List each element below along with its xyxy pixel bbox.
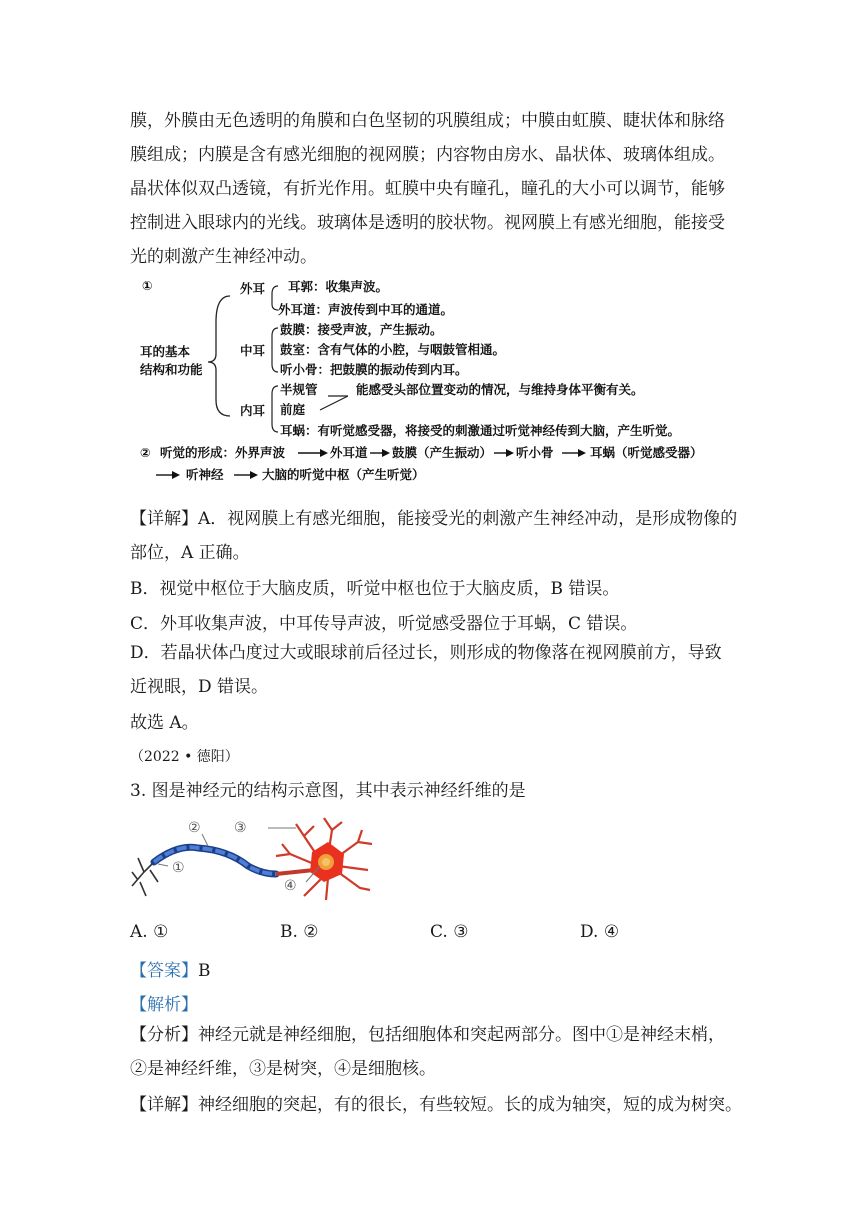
- neuron-label-3: ③: [234, 820, 247, 836]
- hearing-step-3: 听小骨: [516, 445, 554, 460]
- cochlea-text: 耳蜗：有听觉感受器，将接受的刺激通过听觉神经传到大脑，产生听觉。: [280, 423, 681, 438]
- neuron-label-2: ②: [188, 820, 201, 836]
- detail-b: B．视觉中枢位于大脑皮质，听觉中枢也位于大脑皮质，B 错误。: [130, 579, 620, 599]
- analysis-paragraph: 【分析】神经元就是神经细胞，包括细胞体和突起两部分。图中①是神经末梢，②是神经纤维，③是树突，④是细胞核。: [130, 1025, 725, 1079]
- question-source: （2022 • 德阳）: [130, 749, 239, 765]
- question-stem: 3. 图是神经元的结构示意图，其中表示神经纤维的是: [130, 781, 526, 801]
- middle-ear-label: 中耳: [240, 343, 266, 358]
- detail-a-line-1: 【详解】A．视网膜上有感光细胞，能接受光的刺激产生神经冲动，是形成物像的: [130, 509, 738, 529]
- option-d[interactable]: D. ④: [580, 922, 620, 942]
- flow-arrowhead-1: [320, 449, 328, 457]
- inner-ear-label: 内耳: [240, 403, 266, 418]
- hearing-step-4: 耳蜗（听觉感受器）: [590, 445, 703, 460]
- ear-structure-diagram: [134, 272, 734, 486]
- balance-text: 能感受头部位置变动的情况，与维持身体平衡有关。: [356, 382, 644, 397]
- intro-paragraph: 膜，外膜由无色透明的角膜和白色坚韧的巩膜组成；中膜由虹膜、睫状体和脉络膜组成；内膜是含有感光细胞的视网膜；内容物由房水、晶状体、玻璃体组成。晶状体似双凸透镜，有折光作用。虹膜中央有瞳孔，瞳孔的大小可以调节，能够控制进入眼球内的光线。玻璃体是透明的胶状物。视网膜上有感光细胞，能接受光的刺激产生神经冲动。: [130, 111, 725, 267]
- detail-a-line-2: 部位，A 正确。: [130, 543, 250, 563]
- ossicles-text: 听小骨：把鼓膜的振动传到内耳。: [280, 362, 468, 377]
- hearing-title: 听觉的形成：外界声波: [160, 445, 286, 460]
- detail-d: D．若晶状体凸度过大或眼球前后径过长，则形成的物像落在视网膜前方，导致近视眼，D 错误。: [130, 643, 722, 697]
- detail-c: C．外耳收集声波，中耳传导声波，听觉感受器位于耳蜗，C 错误。: [130, 614, 638, 634]
- flow-arrowhead-4: [578, 449, 586, 457]
- neuron-label-1: ①: [172, 860, 185, 876]
- eardrum-text: 鼓膜：接受声波，产生振动。: [280, 322, 443, 337]
- flow-arrowhead-2: [382, 449, 390, 457]
- ear-canal-text: 外耳道：声波传到中耳的通道。: [278, 302, 454, 317]
- analysis-tag: 【解析】: [130, 995, 198, 1015]
- flow-arrowhead-6: [250, 471, 258, 479]
- ear-root-label-1: 耳的基本: [140, 344, 191, 359]
- middle-ear-brace: [272, 328, 278, 372]
- hearing-step-6: 大脑的听觉中枢（产生听觉）: [262, 467, 425, 482]
- main-brace: [208, 296, 230, 416]
- answer-row: [130, 956, 211, 981]
- answer-value: B: [198, 961, 211, 981]
- marker-2: ②: [140, 445, 151, 460]
- flow-arrowhead-3: [506, 449, 514, 457]
- option-c[interactable]: C. ③: [430, 922, 469, 942]
- canals-text: 半规管: [280, 382, 318, 397]
- hearing-step-5: 听神经: [186, 467, 224, 482]
- ear-root-label-2: 结构和功能: [140, 362, 203, 377]
- answer-tag: 【答案】: [130, 961, 198, 981]
- option-b[interactable]: B. ②: [280, 922, 319, 942]
- tympanic-text: 鼓室：含有气体的小腔，与咽鼓管相通。: [280, 342, 506, 357]
- flow-arrowhead-5: [172, 471, 180, 479]
- option-a[interactable]: A. ①: [130, 922, 169, 942]
- choice-conclusion: 故选 A。: [130, 713, 199, 733]
- vestibule-text: 前庭: [280, 402, 306, 417]
- marker-1: ①: [142, 278, 153, 293]
- auricle-text: 耳郭：收集声波。: [288, 279, 389, 294]
- neuron-figure: [128, 808, 378, 908]
- neuron-label-4: ④: [284, 878, 297, 894]
- inner-ear-brace: [272, 386, 278, 432]
- vestibule-connector: [320, 396, 348, 410]
- hearing-step-2: 鼓膜（产生振动）: [392, 445, 493, 460]
- outer-ear-label: 外耳: [240, 281, 266, 296]
- hearing-step-1: 外耳道: [330, 445, 368, 460]
- detail-2: 【详解】神经细胞的突起，有的很长，有些较短。长的成为轴突，短的成为树突。: [130, 1095, 742, 1115]
